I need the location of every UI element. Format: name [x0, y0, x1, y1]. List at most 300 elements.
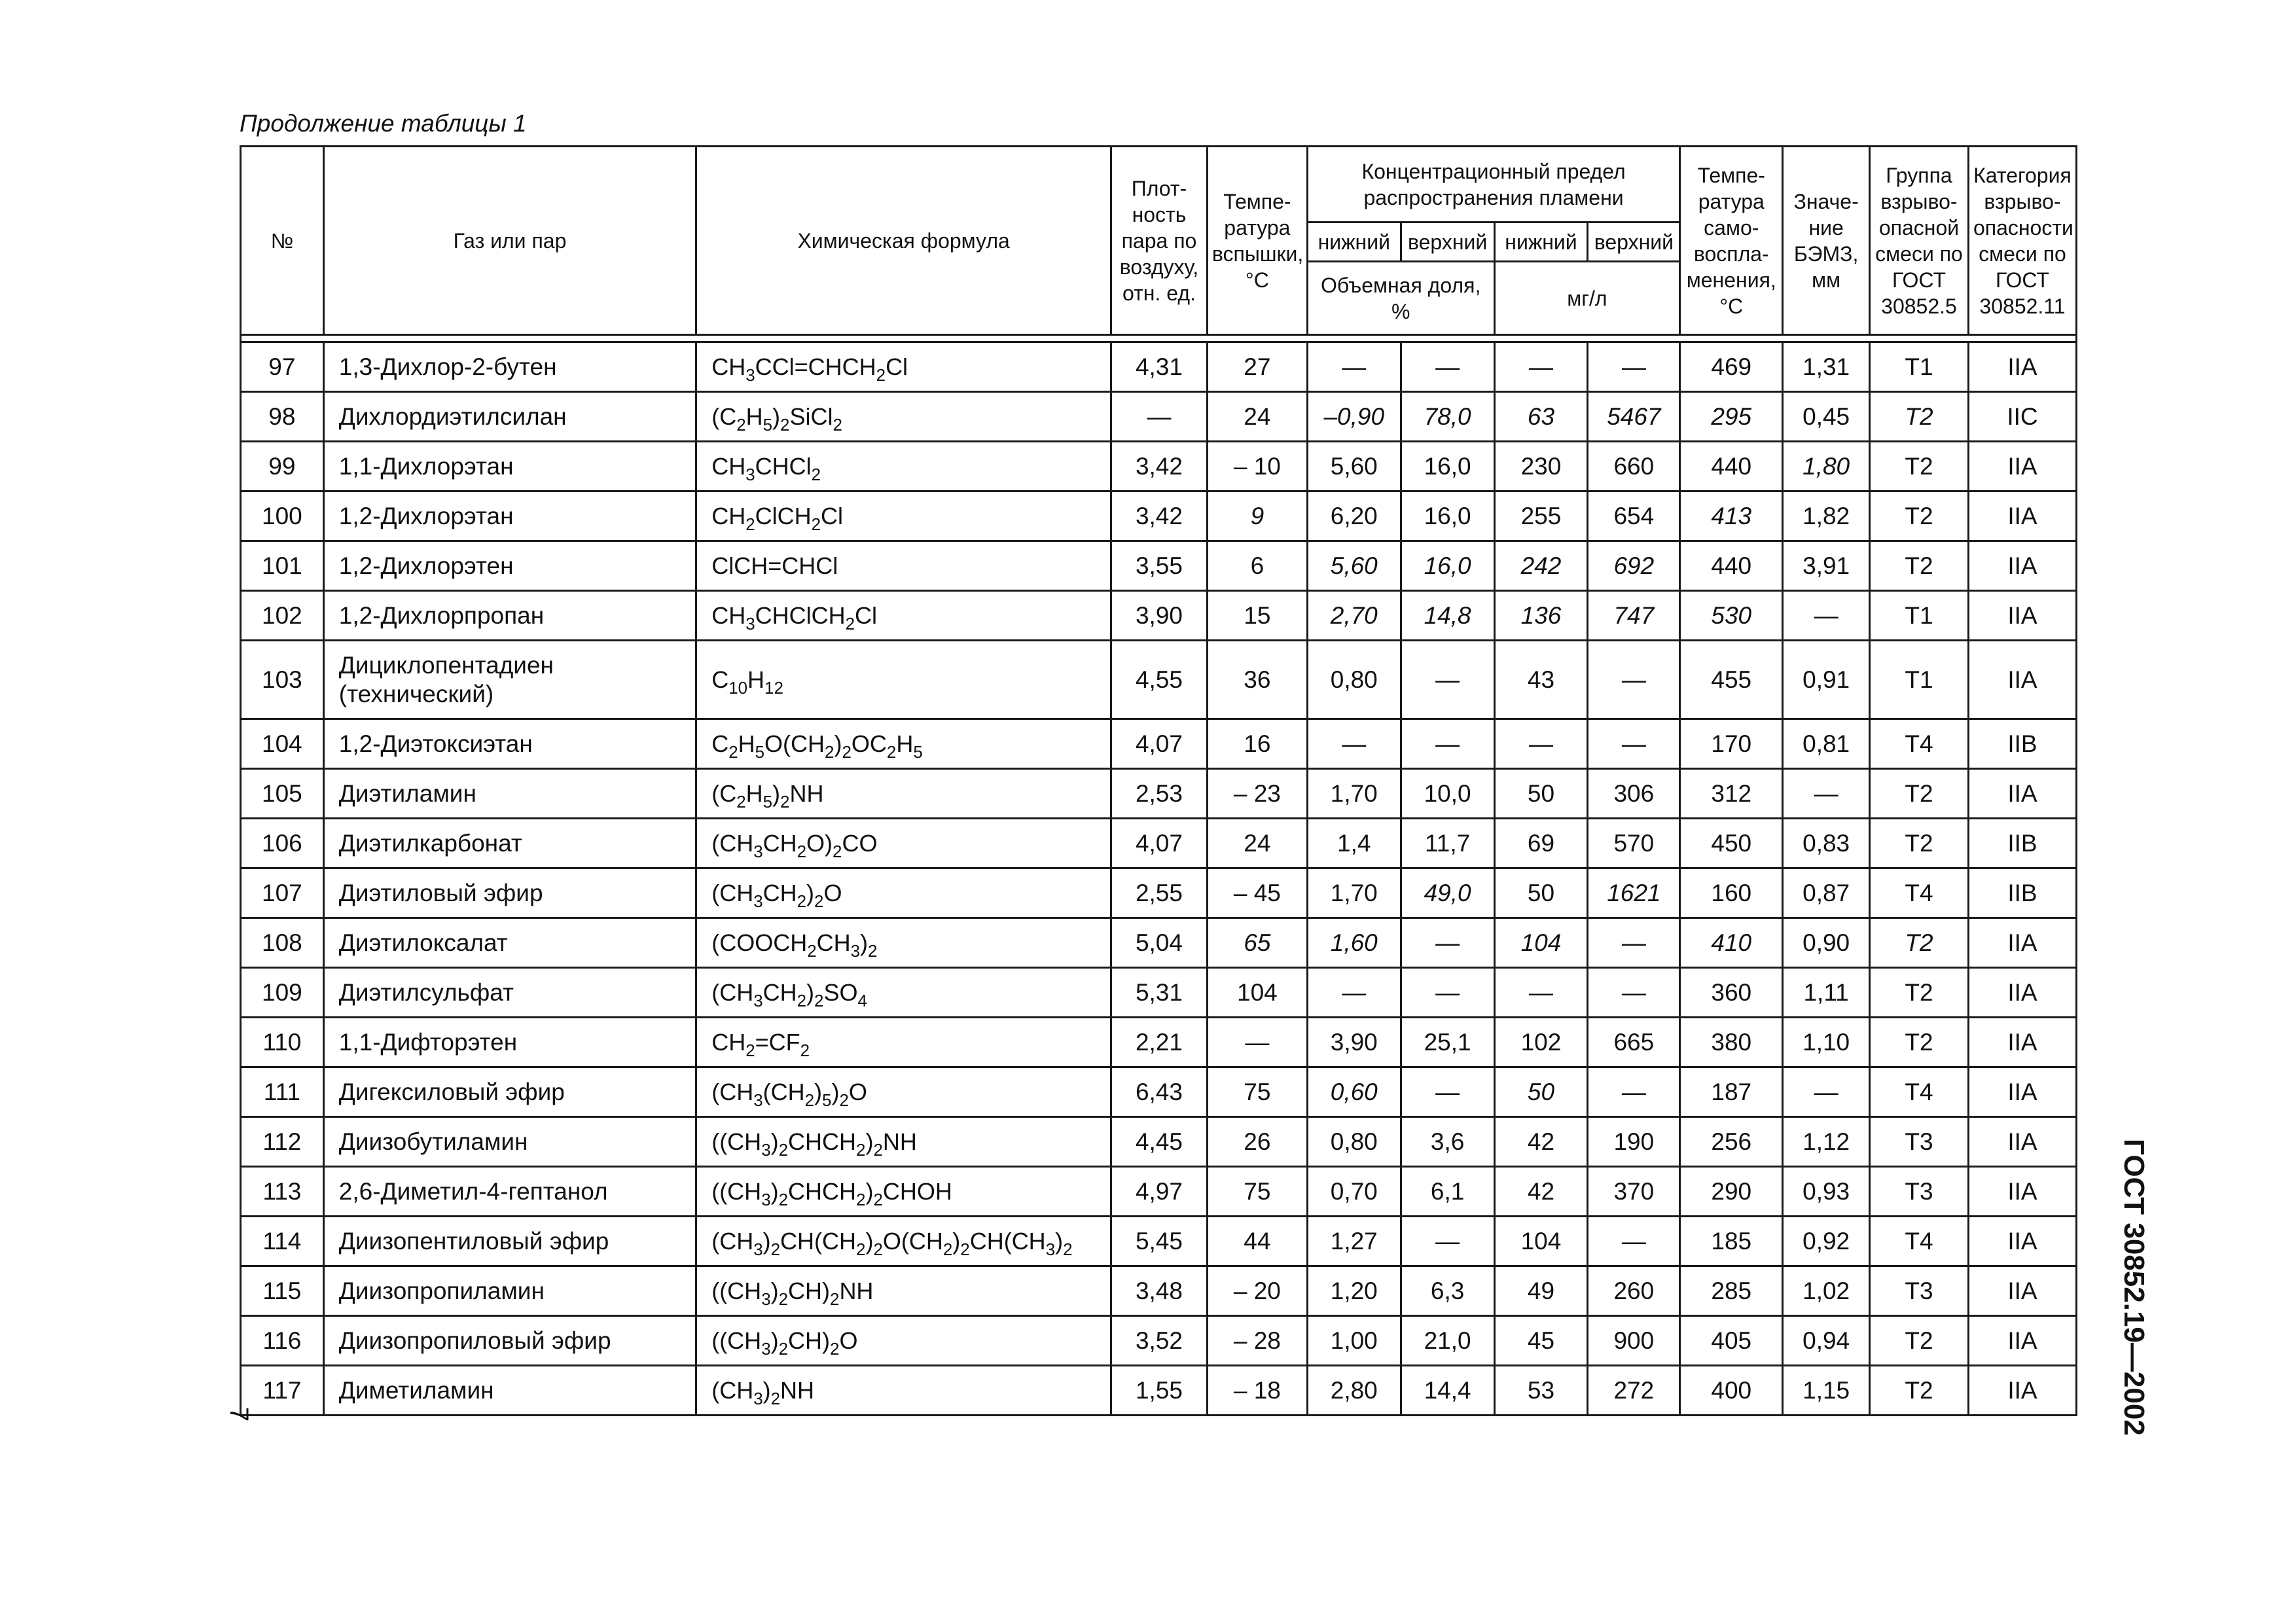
cell-explosion-category: IIB	[1968, 719, 2076, 769]
cell-upper-limit-volume: 11,7	[1401, 819, 1494, 868]
cell-flash-point: 65	[1207, 918, 1307, 968]
cell-gas-name: Диэтилсульфат	[323, 968, 696, 1018]
formula-part: CHClCH	[755, 601, 846, 629]
cell-explosion-category: IIA	[1968, 1167, 2076, 1217]
formula-part: CH	[816, 929, 851, 956]
header-upper-vol: верхний	[1401, 223, 1494, 262]
cell-gas-name: Диметиламин	[323, 1366, 696, 1416]
formula-subscript: 2	[833, 416, 842, 435]
cell-lower-limit-volume: 1,4	[1307, 819, 1401, 868]
cell-explosion-group: T1	[1870, 591, 1969, 641]
formula-subscript: 2	[833, 842, 842, 861]
cell-lower-limit-mgl: 50	[1494, 1067, 1588, 1117]
cell-vapor-density: 5,45	[1111, 1217, 1208, 1266]
cell-upper-limit-mgl: —	[1588, 641, 1680, 719]
cell-lower-limit-mgl: 104	[1494, 918, 1588, 968]
cell-explosion-category: IIC	[1968, 392, 2076, 442]
cell-upper-limit-mgl: 5467	[1588, 392, 1680, 442]
cell-gas-name: 1,2-Диэтоксиэтан	[323, 719, 696, 769]
header-formula: Химическая формула	[696, 147, 1111, 335]
cell-gas-name: 1,1-Дифторэтен	[323, 1018, 696, 1067]
formula-subscript: 2	[736, 793, 746, 812]
cell-explosion-category: IIA	[1968, 1018, 2076, 1067]
cell-chemical-formula	[696, 1217, 1111, 1266]
cell-bemz-value: 1,82	[1783, 491, 1870, 541]
formula-subscript: 2	[778, 1141, 789, 1160]
cell-explosion-group: T2	[1870, 442, 1969, 491]
formula-subscript: 2	[868, 942, 878, 961]
header-upper-mgl: верхний	[1588, 223, 1680, 262]
formula-part: Cl	[855, 601, 878, 629]
cell-gas-name: Дигексиловый эфир	[323, 1067, 696, 1117]
formula-part: SO	[823, 978, 858, 1006]
formula-part: CHOH	[882, 1177, 952, 1205]
cell-chemical-formula	[696, 442, 1111, 491]
cell-lower-limit-volume: 1,20	[1307, 1266, 1401, 1316]
formula-subscript: 2	[839, 1091, 849, 1110]
formula-subscript: 2	[736, 416, 746, 435]
formula-part: )	[865, 1227, 874, 1255]
cell-chemical-formula	[696, 591, 1111, 641]
formula-part: CH	[711, 601, 746, 629]
header-number: №	[241, 147, 324, 335]
cell-flash-point: 16	[1207, 719, 1307, 769]
formula-subscript: 2	[778, 1340, 789, 1359]
cell-bemz-value: —	[1783, 591, 1870, 641]
formula-subscript: 5	[913, 743, 923, 762]
cell-lower-limit-volume: 2,80	[1307, 1366, 1401, 1416]
table-row	[241, 392, 2077, 442]
cell-upper-limit-volume: 78,0	[1401, 392, 1494, 442]
formula-part: SiCl	[789, 402, 833, 430]
cell-lower-limit-mgl: 136	[1494, 591, 1588, 641]
cell-autoignition-temp: 455	[1680, 641, 1783, 719]
cell-explosion-group: T2	[1870, 968, 1969, 1018]
formula-part: CH	[762, 879, 797, 906]
formula-subscript: 2	[856, 1141, 866, 1160]
formula-part: CH)	[788, 1277, 831, 1304]
cell-upper-limit-mgl: —	[1588, 968, 1680, 1018]
formula-part: CH	[711, 452, 746, 480]
cell-upper-limit-volume: 3,6	[1401, 1117, 1494, 1167]
cell-lower-limit-mgl: 50	[1494, 868, 1588, 918]
formula-subscript: 2	[745, 1041, 755, 1060]
formula-part: )	[860, 929, 869, 956]
cell-flash-point: – 23	[1207, 769, 1307, 819]
header-bemz: Значе- ние БЭМЗ, мм	[1783, 147, 1870, 335]
formula-subscript: 3	[761, 1340, 771, 1359]
formula-part: )	[834, 730, 842, 757]
cell-vapor-density: 4,45	[1111, 1117, 1208, 1167]
cell-gas-name: Диизобутиламин	[323, 1117, 696, 1167]
cell-upper-limit-volume: 14,8	[1401, 591, 1494, 641]
header-density: Плот- ность пара по воздуху, отн. ед.	[1111, 147, 1208, 335]
formula-part: H	[738, 730, 755, 757]
formula-part: OC	[851, 730, 887, 757]
cell-lower-limit-mgl: 242	[1494, 541, 1588, 591]
formula-part: CHCH	[788, 1128, 857, 1155]
cell-chemical-formula	[696, 1316, 1111, 1366]
cell-lower-limit-mgl: —	[1494, 968, 1588, 1018]
cell-bemz-value: 1,10	[1783, 1018, 1870, 1067]
formula-part: )	[770, 1177, 779, 1205]
formula-subscript: 2	[873, 1240, 883, 1259]
table-row	[241, 868, 2077, 918]
cell-upper-limit-volume: —	[1401, 719, 1494, 769]
cell-bemz-value: 0,87	[1783, 868, 1870, 918]
cell-vapor-density: 4,55	[1111, 641, 1208, 719]
cell-autoignition-temp: 285	[1680, 1266, 1783, 1316]
cell-autoignition-temp: 440	[1680, 442, 1783, 491]
formula-subscript: 2	[1063, 1240, 1073, 1259]
cell-autoignition-temp: 440	[1680, 541, 1783, 591]
cell-upper-limit-volume: —	[1401, 1067, 1494, 1117]
cell-lower-limit-mgl: 102	[1494, 1018, 1588, 1067]
formula-part: (COOCH	[711, 929, 808, 956]
document-code: ГОСТ 30852.19—2002	[2118, 1139, 2150, 1436]
formula-part: (C	[711, 779, 737, 807]
cell-row-number: 98	[241, 392, 324, 442]
header-lower-vol: нижний	[1307, 223, 1401, 262]
formula-subscript: 2	[811, 515, 821, 534]
cell-explosion-category: IIA	[1968, 968, 2076, 1018]
cell-bemz-value: —	[1783, 769, 1870, 819]
formula-subscript: 2	[778, 1290, 789, 1309]
formula-subscript: 2	[780, 793, 790, 812]
cell-explosion-group: T2	[1870, 769, 1969, 819]
header-flame-limits: Концентрационный предел распространения пламени	[1307, 147, 1679, 223]
cell-explosion-category: IIA	[1968, 591, 2076, 641]
cell-gas-name: 1,2-Дихлорэтан	[323, 491, 696, 541]
table-row	[241, 1067, 2077, 1117]
table-row	[241, 591, 2077, 641]
formula-subscript: 2	[830, 1340, 840, 1359]
cell-upper-limit-volume: —	[1401, 918, 1494, 968]
cell-explosion-group: T2	[1870, 1018, 1969, 1067]
header-autoignition: Темпе- ратура само- воспла- менения, °C	[1680, 147, 1783, 335]
cell-row-number: 115	[241, 1266, 324, 1316]
cell-row-number: 104	[241, 719, 324, 769]
cell-flash-point: 26	[1207, 1117, 1307, 1167]
cell-explosion-group: T4	[1870, 1217, 1969, 1266]
formula-part: ClCH	[755, 502, 812, 529]
formula-part: Cl	[821, 502, 844, 529]
header-group: Группа взрыво- опасной смеси по ГОСТ 30852.5	[1870, 147, 1969, 335]
cell-vapor-density: 2,53	[1111, 769, 1208, 819]
cell-chemical-formula	[696, 1117, 1111, 1167]
cell-autoignition-temp: 312	[1680, 769, 1783, 819]
cell-bemz-value: —	[1783, 1067, 1870, 1117]
cell-bemz-value: 0,94	[1783, 1316, 1870, 1366]
header-lower-mgl: нижний	[1494, 223, 1588, 262]
formula-part: H	[745, 402, 763, 430]
cell-explosion-group: T3	[1870, 1167, 1969, 1217]
cell-row-number: 100	[241, 491, 324, 541]
cell-upper-limit-mgl: —	[1588, 1217, 1680, 1266]
formula-subscript: 2	[873, 1141, 883, 1160]
formula-part: C	[711, 666, 729, 693]
formula-part: H	[747, 666, 765, 693]
cell-bemz-value: 0,83	[1783, 819, 1870, 868]
cell-autoignition-temp: 450	[1680, 819, 1783, 868]
formula-subscript: 2	[830, 1290, 840, 1309]
cell-upper-limit-mgl: 370	[1588, 1167, 1680, 1217]
cell-row-number: 106	[241, 819, 324, 868]
cell-flash-point: 44	[1207, 1217, 1307, 1266]
formula-subscript: 2	[804, 1091, 815, 1110]
cell-flash-point: 36	[1207, 641, 1307, 719]
formula-part: NH	[882, 1128, 917, 1155]
formula-part: (CH	[762, 1078, 805, 1105]
cell-autoignition-temp: 530	[1680, 591, 1783, 641]
cell-row-number: 102	[241, 591, 324, 641]
cell-upper-limit-volume: 14,4	[1401, 1366, 1494, 1416]
formula-part: CH	[711, 1028, 746, 1056]
table-row	[241, 442, 2077, 491]
formula-subscript: 2	[797, 892, 807, 911]
cell-chemical-formula	[696, 769, 1111, 819]
cell-upper-limit-volume: 25,1	[1401, 1018, 1494, 1067]
cell-explosion-category: IIA	[1968, 769, 2076, 819]
table-row	[241, 1018, 2077, 1067]
formula-subscript: 2	[856, 1240, 866, 1259]
cell-gas-name: 1,3-Дихлор-2-бутен	[323, 342, 696, 392]
cell-lower-limit-mgl: 69	[1494, 819, 1588, 868]
cell-flash-point: 75	[1207, 1067, 1307, 1117]
header-flash-point: Темпе- ратура вспышки, °C	[1207, 147, 1307, 335]
cell-explosion-group: T1	[1870, 342, 1969, 392]
formula-part: =CF	[755, 1028, 800, 1056]
cell-gas-name: Диизопропиловый эфир	[323, 1316, 696, 1366]
formula-part: CHCl	[755, 452, 812, 480]
cell-gas-name: Диизопропиламин	[323, 1266, 696, 1316]
cell-chemical-formula	[696, 968, 1111, 1018]
formula-part: CH	[762, 978, 797, 1006]
formula-subscript: 3	[745, 465, 755, 484]
cell-lower-limit-mgl: —	[1494, 719, 1588, 769]
cell-explosion-category: IIA	[1968, 1316, 2076, 1366]
cell-autoignition-temp: 185	[1680, 1217, 1783, 1266]
formula-part: O	[848, 1078, 867, 1105]
cell-autoignition-temp: 290	[1680, 1167, 1783, 1217]
formula-part: O)	[806, 829, 833, 857]
formula-part: O(CH	[882, 1227, 943, 1255]
cell-chemical-formula	[696, 819, 1111, 868]
cell-autoignition-temp: 400	[1680, 1366, 1783, 1416]
cell-lower-limit-mgl: 42	[1494, 1167, 1588, 1217]
cell-explosion-group: T3	[1870, 1117, 1969, 1167]
cell-row-number: 113	[241, 1167, 324, 1217]
cell-upper-limit-mgl: 665	[1588, 1018, 1680, 1067]
cell-lower-limit-mgl: —	[1494, 342, 1588, 392]
formula-subscript: 2	[770, 1389, 781, 1408]
cell-gas-name: Диэтиламин	[323, 769, 696, 819]
cell-bemz-value: 1,80	[1783, 442, 1870, 491]
cell-vapor-density: 2,21	[1111, 1018, 1208, 1067]
cell-vapor-density: 5,31	[1111, 968, 1208, 1018]
cell-lower-limit-volume: –0,90	[1307, 392, 1401, 442]
cell-vapor-density: 1,55	[1111, 1366, 1208, 1416]
cell-upper-limit-volume: 6,1	[1401, 1167, 1494, 1217]
cell-lower-limit-volume: 0,70	[1307, 1167, 1401, 1217]
cell-lower-limit-volume: —	[1307, 342, 1401, 392]
cell-row-number: 116	[241, 1316, 324, 1366]
formula-part: CCl=CHCH	[755, 353, 876, 380]
formula-subscript: 5	[822, 1091, 832, 1110]
cell-bemz-value: 1,12	[1783, 1117, 1870, 1167]
cell-explosion-category: IIA	[1968, 1266, 2076, 1316]
cell-autoignition-temp: 413	[1680, 491, 1783, 541]
cell-autoignition-temp: 469	[1680, 342, 1783, 392]
cell-lower-limit-volume: 0,60	[1307, 1067, 1401, 1117]
formula-subscript: 2	[814, 991, 824, 1010]
formula-subscript: 3	[761, 1290, 771, 1309]
cell-lower-limit-volume: 5,60	[1307, 442, 1401, 491]
cell-explosion-category: IIB	[1968, 819, 2076, 868]
formula-part: (CH	[711, 978, 754, 1006]
cell-vapor-density: 3,55	[1111, 541, 1208, 591]
cell-lower-limit-mgl: 104	[1494, 1217, 1588, 1266]
cell-upper-limit-mgl: 747	[1588, 591, 1680, 641]
cell-upper-limit-volume: 10,0	[1401, 769, 1494, 819]
header-category: Категория взрыво- опасности смеси по ГОСТ 30852.11	[1968, 147, 2076, 335]
cell-upper-limit-mgl: —	[1588, 1067, 1680, 1117]
cell-bemz-value: 0,45	[1783, 392, 1870, 442]
formula-subscript: 4	[857, 991, 867, 1010]
cell-upper-limit-mgl: 260	[1588, 1266, 1680, 1316]
cell-vapor-density: —	[1111, 392, 1208, 442]
table-row	[241, 769, 2077, 819]
formula-subscript: 2	[770, 1240, 781, 1259]
cell-bemz-value: 0,93	[1783, 1167, 1870, 1217]
table-row	[241, 1167, 2077, 1217]
cell-upper-limit-volume: —	[1401, 641, 1494, 719]
cell-lower-limit-volume: 1,00	[1307, 1316, 1401, 1366]
cell-bemz-value: 1,15	[1783, 1366, 1870, 1416]
cell-gas-name: 1,2-Дихлорпропан	[323, 591, 696, 641]
cell-upper-limit-mgl: —	[1588, 719, 1680, 769]
table-row	[241, 968, 2077, 1018]
cell-lower-limit-mgl: 255	[1494, 491, 1588, 541]
cell-lower-limit-volume: 5,60	[1307, 541, 1401, 591]
gas-properties-table	[240, 145, 2077, 1416]
cell-autoignition-temp: 360	[1680, 968, 1783, 1018]
cell-explosion-category: IIA	[1968, 1366, 2076, 1416]
cell-explosion-group: T2	[1870, 918, 1969, 968]
formula-part: ((CH	[711, 1277, 762, 1304]
cell-vapor-density: 3,48	[1111, 1266, 1208, 1316]
formula-part: O	[823, 879, 842, 906]
cell-row-number: 97	[241, 342, 324, 392]
cell-explosion-category: IIA	[1968, 1117, 2076, 1167]
formula-part: CH(CH	[780, 1227, 857, 1255]
cell-lower-limit-volume: 1,60	[1307, 918, 1401, 968]
cell-upper-limit-mgl: —	[1588, 342, 1680, 392]
cell-explosion-category: IIB	[1968, 868, 2076, 918]
formula-part: ((CH	[711, 1327, 762, 1354]
formula-part: )	[762, 1376, 771, 1404]
formula-part: CHCH	[788, 1177, 857, 1205]
formula-subscript: 2	[960, 1240, 970, 1259]
cell-row-number: 110	[241, 1018, 324, 1067]
table-row	[241, 719, 2077, 769]
cell-upper-limit-volume: 21,0	[1401, 1316, 1494, 1366]
formula-part: )	[865, 1128, 874, 1155]
formula-part: NH	[789, 779, 824, 807]
formula-subscript: 3	[745, 366, 755, 385]
cell-chemical-formula	[696, 918, 1111, 968]
formula-subscript: 2	[778, 1190, 789, 1209]
cell-autoignition-temp: 380	[1680, 1018, 1783, 1067]
cell-upper-limit-volume: 16,0	[1401, 541, 1494, 591]
cell-bemz-value: 3,91	[1783, 541, 1870, 591]
table-row	[241, 1217, 2077, 1266]
cell-gas-name: Диизопентиловый эфир	[323, 1217, 696, 1266]
formula-subscript: 2	[825, 743, 834, 762]
cell-explosion-group: T4	[1870, 1067, 1969, 1117]
cell-row-number: 117	[241, 1366, 324, 1416]
cell-vapor-density: 6,43	[1111, 1067, 1208, 1117]
table-row	[241, 819, 2077, 868]
cell-explosion-category: IIA	[1968, 442, 2076, 491]
formula-subscript: 2	[845, 615, 855, 633]
cell-lower-limit-mgl: 45	[1494, 1316, 1588, 1366]
cell-chemical-formula	[696, 641, 1111, 719]
cell-lower-limit-mgl: 42	[1494, 1117, 1588, 1167]
cell-upper-limit-volume: —	[1401, 1217, 1494, 1266]
cell-explosion-group: T4	[1870, 719, 1969, 769]
cell-lower-limit-volume: 2,70	[1307, 591, 1401, 641]
cell-bemz-value: 1,02	[1783, 1266, 1870, 1316]
cell-row-number: 103	[241, 641, 324, 719]
cell-row-number: 108	[241, 918, 324, 968]
formula-subscript: 3	[745, 615, 755, 633]
formula-subscript: 3	[753, 991, 763, 1010]
cell-gas-name: Дихлордиэтилсилан	[323, 392, 696, 442]
cell-vapor-density: 3,42	[1111, 442, 1208, 491]
cell-autoignition-temp: 170	[1680, 719, 1783, 769]
cell-row-number: 112	[241, 1117, 324, 1167]
formula-subscript: 3	[1045, 1240, 1056, 1259]
formula-part: (CH	[711, 1078, 754, 1105]
table-row	[241, 491, 2077, 541]
cell-chemical-formula	[696, 1018, 1111, 1067]
cell-explosion-category: IIA	[1968, 342, 2076, 392]
formula-part: NH	[780, 1376, 815, 1404]
formula-part: (CH	[711, 879, 754, 906]
cell-flash-point: 6	[1207, 541, 1307, 591]
formula-subscript: 3	[761, 1141, 771, 1160]
cell-gas-name: Диэтилкарбонат	[323, 819, 696, 868]
cell-upper-limit-mgl: 190	[1588, 1117, 1680, 1167]
cell-explosion-category: IIA	[1968, 1217, 2076, 1266]
cell-gas-name: 2,6-Диметил-4-гептанол	[323, 1167, 696, 1217]
cell-autoignition-temp: 187	[1680, 1067, 1783, 1117]
formula-subscript: 2	[886, 743, 897, 762]
cell-explosion-group: T2	[1870, 1316, 1969, 1366]
cell-explosion-category: IIA	[1968, 491, 2076, 541]
table-row	[241, 541, 2077, 591]
cell-gas-name: Диэтиловый эфир	[323, 868, 696, 918]
table-row	[241, 1117, 2077, 1167]
cell-bemz-value: 0,90	[1783, 918, 1870, 968]
cell-upper-limit-mgl: 306	[1588, 769, 1680, 819]
cell-upper-limit-mgl: 692	[1588, 541, 1680, 591]
cell-bemz-value: 1,31	[1783, 342, 1870, 392]
formula-part: (C	[711, 402, 737, 430]
formula-part: )	[762, 1227, 771, 1255]
formula-subscript: 2	[780, 416, 790, 435]
